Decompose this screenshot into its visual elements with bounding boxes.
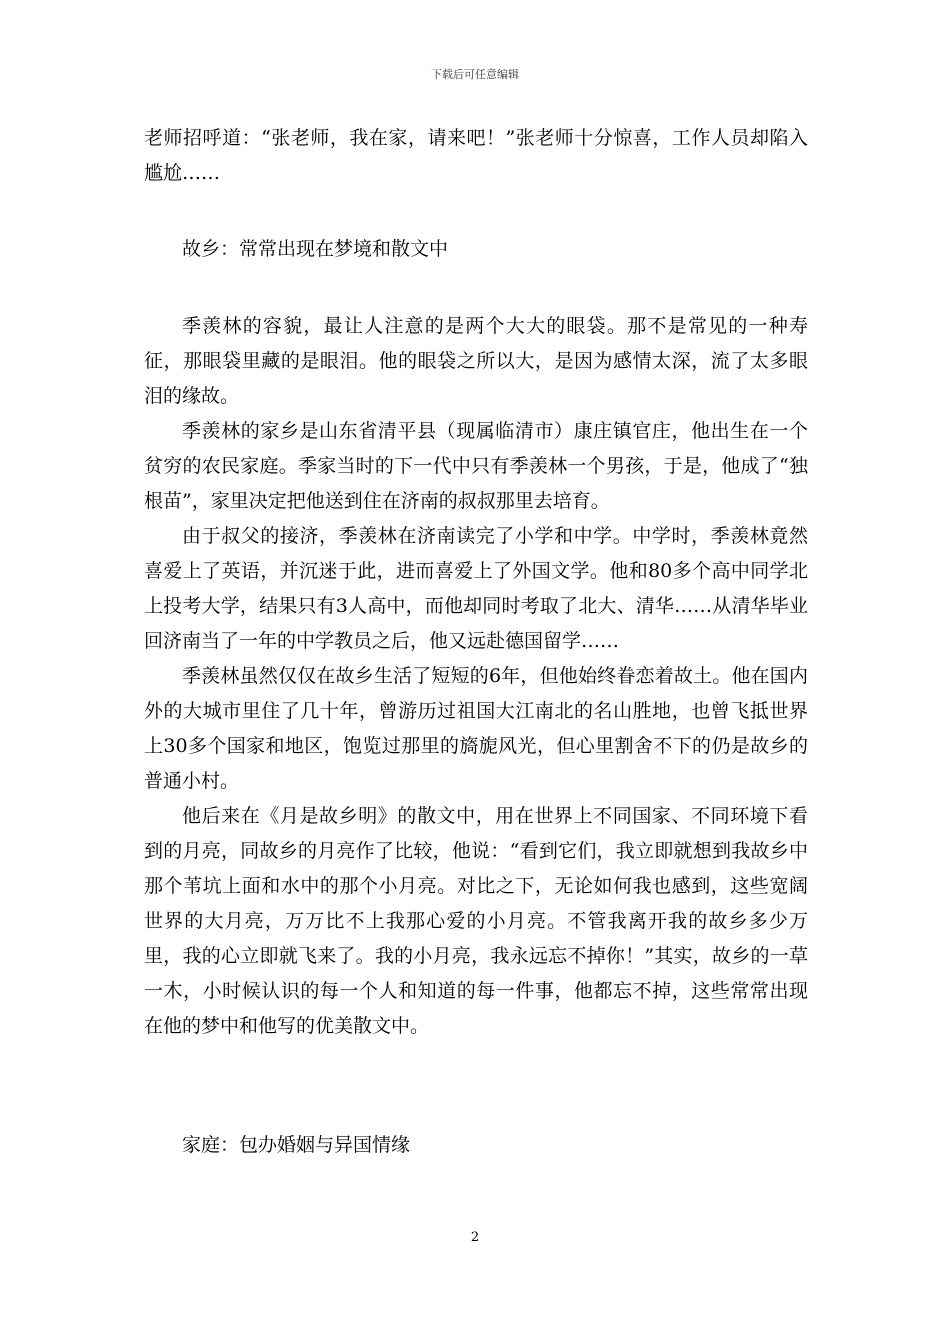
section-heading-family: 家庭：包办婚姻与异国情缘	[182, 1134, 411, 1156]
paragraph: 季羡林虽然仅仅在故乡生活了短短的6年，但他始终眷恋着故土。他在国内外的大城市里住了几十年，曾游历过祖国大江南北的名山胜地，也曾飞抵世界上30多个国家和地区，饱览过那里的旖旎风光，但心里割舍不下的仍是故乡的普通小村。	[144, 665, 808, 792]
paragraph: 季羡林的容貌，最让人注意的是两个大大的眼袋。那不是常见的一种寿征，那眼袋里藏的是眼泪。他的眼袋之所以大，是因为感情太深，流了太多眼泪的缘故。	[144, 315, 808, 407]
paragraph: 由于叔父的接济，季羡林在济南读完了小学和中学。中学时，季羡林竟然喜爱上了英语，并沉迷于此，进而喜爱上了外国文学。他和80多个高中同学北上投考大学，结果只有3人高中，而他却同时考取了北大、清华……从清华毕业回济南当了一年的中学教员之后，他又远赴德国留学……	[144, 525, 808, 652]
page-number: 2	[470, 1230, 480, 1245]
section-heading-hometown: 故乡：常常出现在梦境和散文中	[182, 238, 449, 260]
paragraph: 季羡林的家乡是山东省清平县（现属临清市）康庄镇官庄，他出生在一个贫穷的农民家庭。季家当时的下一代中只有季羡林一个男孩，于是，他成了“独根苗”，家里决定把他送到住在济南的叔叔那里去培育。	[144, 420, 808, 512]
page-header: 下载后可任意编辑	[431, 68, 519, 81]
continued-paragraph: 老师招呼道：“张老师，我在家，请来吧！”张老师十分惊喜，工作人员却陷入尴尬……	[144, 127, 808, 184]
section-hometown-body	[144, 309, 808, 1044]
paragraph: 他后来在《月是故乡明》的散文中，用在世界上不同国家、不同环境下看到的月亮，同故乡的月亮作了比较，他说：“看到它们，我立即就想到我故乡中那个苇坑上面和水中的那个小月亮。对比之下，无论如何我也感到，这些宽阔世界的大月亮，万万比不上我那心爱的小月亮。不管我离开我的故乡多少万里，我的心立即就飞来了。我的小月亮，我永远忘不掉你！”其实，故乡的一草一木，小时候认识的每一个人和知道的每一件事，他都忘不掉，这些常常出现在他的梦中和他写的优美散文中。	[144, 805, 808, 1037]
continued-paragraph-block	[144, 121, 808, 191]
